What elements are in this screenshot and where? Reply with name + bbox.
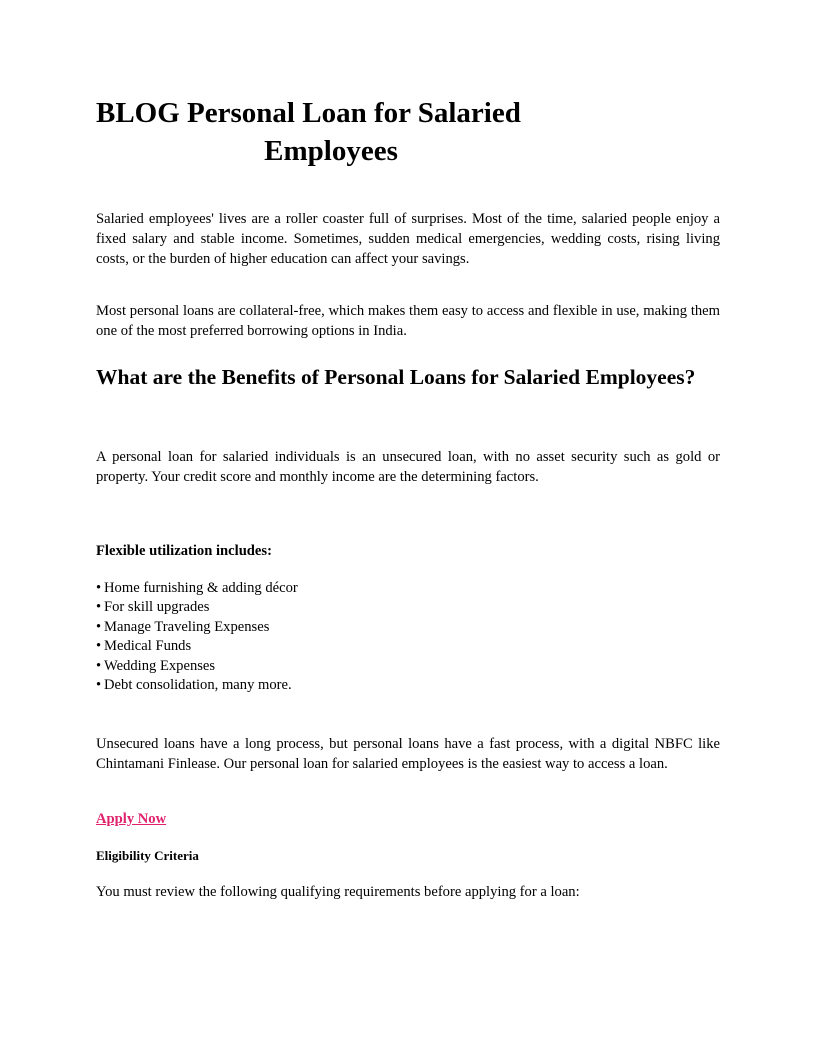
list-item <box>96 637 298 656</box>
flexible-utilization-label: Flexible utilization includes: <box>96 543 272 559</box>
list-item <box>96 598 298 617</box>
unsecured-paragraph: A personal loan for salaried individuals is an unsecured loan, with no asset security such as gold or property. Your credit score and monthly income are the determining factors. <box>96 449 720 485</box>
bullet-icon: • <box>96 638 102 655</box>
list-item <box>96 657 298 676</box>
bullet-icon: • <box>96 618 102 635</box>
bullet-icon: • <box>96 580 102 596</box>
list-item <box>96 618 298 637</box>
page-title <box>96 94 566 170</box>
utilization-list <box>96 579 298 695</box>
list-item <box>96 676 298 695</box>
list-item-text: Debt consolidation, many more. <box>104 677 292 694</box>
benefits-heading: What are the Benefits of Personal Loans for Salaried Employees? <box>96 365 696 389</box>
bullet-icon: • <box>96 599 102 616</box>
list-item-text: Home furnishing & adding décor <box>104 580 298 596</box>
page-title-line-2: Employees <box>264 135 398 167</box>
eligibility-heading: Eligibility Criteria <box>96 848 199 863</box>
bullet-icon: • <box>96 657 102 674</box>
intro-paragraph: Salaried employees' lives are a roller coaster full of surprises. Most of the time, salaried people enjoy a fixed salary and stable income. Sometimes, sudden medical emergencies, wedding costs, rising living costs, or the burden of higher education can affect your savings. <box>96 211 720 267</box>
process-paragraph: Unsecured loans have a long process, but personal loans have a fast process, with a digital NBFC like Chintamani Finlease. Our personal loan for salaried employees is the easiest way to access a loan. <box>96 736 720 772</box>
requirements-paragraph: You must review the following qualifying requirements before applying for a loan: <box>96 884 580 900</box>
list-item-text: Manage Traveling Expenses <box>104 618 270 635</box>
list-item-text: Medical Funds <box>104 638 192 655</box>
apply-now-link[interactable]: Apply Now <box>96 811 167 827</box>
page-title-line-1: BLOG Personal Loan for Salaried <box>96 97 521 129</box>
collateral-paragraph: Most personal loans are collateral-free, which makes them easy to access and flexible in use, making them one of the most preferred borrowing options in India. <box>96 303 720 339</box>
list-item-text: Wedding Expenses <box>104 657 216 674</box>
list-item <box>96 579 298 598</box>
bullet-icon: • <box>96 677 102 694</box>
list-item-text: For skill upgrades <box>104 599 210 616</box>
